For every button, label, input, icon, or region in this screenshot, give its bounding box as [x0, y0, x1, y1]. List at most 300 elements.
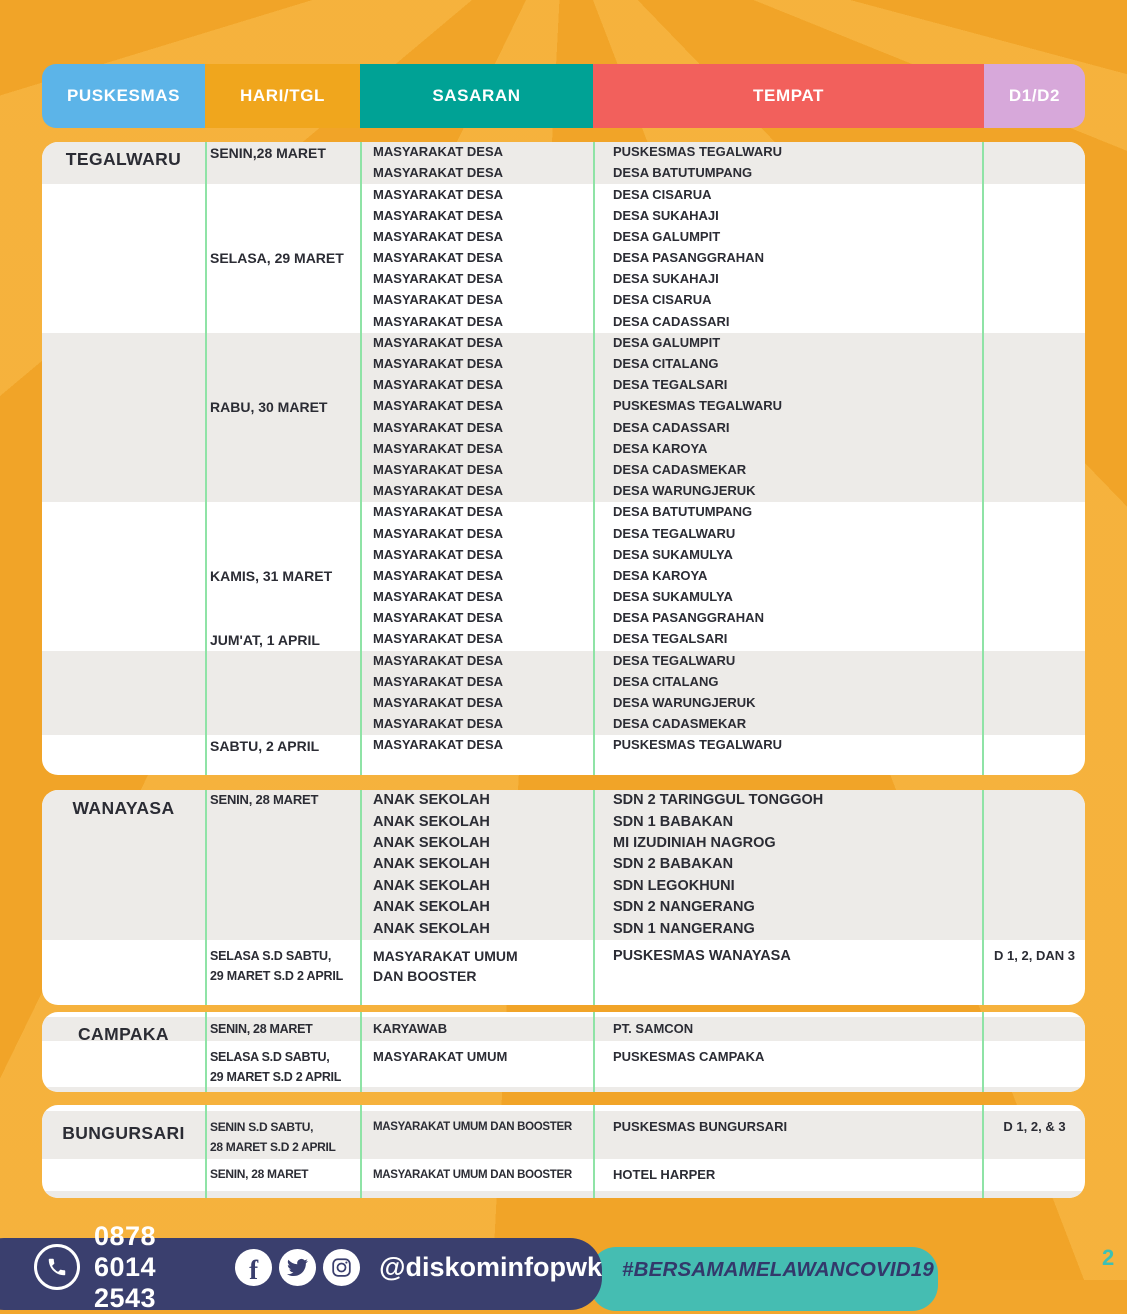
sasaran-cell [360, 417, 593, 438]
column-divider [982, 790, 984, 1005]
tempat-cell-line: PUSKESMAS CAMPAKA [613, 1049, 765, 1064]
column-divider [360, 1105, 362, 1198]
sasaran-cell [360, 876, 593, 897]
tempat-cell [593, 312, 984, 333]
column-divider [205, 142, 207, 775]
puskesmas-cell [42, 333, 205, 354]
dose-cell [984, 439, 1085, 460]
sasaran-cell-line: MASYARAKAT DESA [373, 398, 504, 414]
date-cell-line: SELASA S.D SABTU, [210, 948, 332, 963]
puskesmas-cell [42, 460, 205, 481]
table-row [42, 854, 1085, 875]
puskesmas-cell [42, 439, 205, 460]
sasaran-cell [360, 396, 593, 417]
date-cell [205, 502, 360, 523]
tempat-cell [593, 248, 984, 269]
dose-cell [984, 545, 1085, 566]
dose-cell [984, 460, 1085, 481]
sasaran-cell [360, 629, 593, 650]
tempat-cell [593, 1041, 984, 1087]
tempat-cell-line: PT. SAMCON [613, 1020, 694, 1036]
sasaran-cell-line: MASYARAKAT UMUM [373, 1049, 508, 1064]
sasaran-cell [360, 184, 593, 205]
sasaran-cell-line: MASYARAKAT DESA [373, 461, 504, 477]
dose-cell [984, 897, 1085, 918]
table-row [42, 714, 1085, 735]
sasaran-cell [360, 523, 593, 544]
sasaran-cell [360, 481, 593, 502]
dose-cell [984, 206, 1085, 227]
sasaran-cell [360, 833, 593, 854]
date-cell [205, 417, 360, 438]
date-cell-line: 29 MARET S.D 2 APRIL [210, 968, 344, 983]
sasaran-cell-line: MASYARAKAT UMUM [373, 947, 518, 964]
tempat-cell-line: DESA SUKAHAJI [613, 271, 719, 287]
tempat-cell [593, 142, 984, 163]
table-row [42, 651, 1085, 672]
table-row [42, 735, 1085, 756]
tempat-cell [593, 790, 984, 811]
date-cell [205, 460, 360, 481]
date-cell [205, 735, 360, 756]
date-cell-line: JUM'AT, 1 APRIL [210, 631, 320, 648]
sasaran-cell-line: MASYARAKAT DESA [373, 610, 504, 626]
date-cell [205, 693, 360, 714]
column-divider [360, 790, 362, 1005]
puskesmas-cell [42, 396, 205, 417]
sasaran-cell [360, 375, 593, 396]
sasaran-cell [360, 142, 593, 163]
date-cell [205, 206, 360, 227]
tempat-cell [593, 693, 984, 714]
tempat-cell-line: DESA TEGALWARU [613, 652, 736, 668]
sasaran-cell [360, 918, 593, 939]
tempat-cell-line: DESA CISARUA [613, 292, 712, 308]
table-row [42, 227, 1085, 248]
sasaran-cell-line: MASYARAKAT UMUM DAN BOOSTER [373, 1121, 572, 1133]
puskesmas-cell [42, 375, 205, 396]
date-cell [205, 439, 360, 460]
column-divider [360, 142, 362, 775]
dose-cell [984, 248, 1085, 269]
date-cell-line: SENIN S.D SABTU, [210, 1120, 314, 1134]
tempat-cell-line: DESA CADASSARI [613, 313, 730, 329]
tempat-cell [593, 876, 984, 897]
sasaran-cell-line: KARYAWAB [373, 1020, 448, 1036]
sasaran-cell [360, 354, 593, 375]
dose-cell-line: D 1, 2, & 3 [1003, 1119, 1066, 1134]
tempat-cell-line: DESA KAROYA [613, 567, 708, 583]
puskesmas-cell [42, 608, 205, 629]
puskesmas-cell [42, 587, 205, 608]
tempat-cell-line: SDN 1 BABAKAN [613, 813, 734, 830]
dose-cell [984, 854, 1085, 875]
dose-cell [984, 142, 1085, 163]
sasaran-cell-line: MASYARAKAT DESA [373, 419, 504, 435]
tempat-cell-line: MI IZUDINIAH NAGROG [613, 835, 776, 852]
sasaran-cell [360, 1111, 593, 1159]
date-cell [205, 854, 360, 875]
sasaran-cell-line: MASYARAKAT DESA [373, 144, 504, 160]
dose-cell [984, 481, 1085, 502]
whatsapp-number: 0878 6014 2543 [94, 1220, 157, 1313]
dose-cell [984, 651, 1085, 672]
column-divider [982, 1012, 984, 1092]
tempat-cell-line: DESA PASANGGRAHAN [613, 610, 764, 626]
tempat-cell [593, 523, 984, 544]
table-row [42, 439, 1085, 460]
sasaran-cell [360, 1017, 593, 1041]
tempat-cell-line: DESA GALUMPIT [613, 228, 721, 244]
puskesmas-cell [42, 693, 205, 714]
tempat-cell [593, 672, 984, 693]
puskesmas-cell [42, 1159, 205, 1191]
table-row [42, 672, 1085, 693]
sasaran-cell-line: MASYARAKAT DESA [373, 271, 504, 287]
table-row [42, 269, 1085, 290]
tempat-cell [593, 918, 984, 939]
table-row [42, 375, 1085, 396]
puskesmas-cell [42, 184, 205, 205]
header-sasaran: SASARAN [360, 64, 593, 128]
date-cell [205, 227, 360, 248]
puskesmas-cell [42, 854, 205, 875]
date-cell-line: SENIN,28 MARET [210, 144, 326, 161]
tempat-cell [593, 417, 984, 438]
puskesmas-cell [42, 651, 205, 672]
date-cell [205, 629, 360, 650]
date-cell [205, 811, 360, 832]
dose-cell [984, 354, 1085, 375]
dose-cell [984, 876, 1085, 897]
sasaran-cell-line: MASYARAKAT DESA [373, 716, 504, 732]
date-cell [205, 918, 360, 939]
puskesmas-cell [42, 672, 205, 693]
dose-cell [984, 714, 1085, 735]
sasaran-cell-line: MASYARAKAT DESA [373, 737, 504, 753]
tempat-cell [593, 587, 984, 608]
tempat-cell [593, 290, 984, 311]
tempat-cell [593, 269, 984, 290]
date-cell [205, 1041, 360, 1087]
tempat-cell [593, 854, 984, 875]
tempat-cell [593, 545, 984, 566]
table-header [42, 64, 1085, 128]
puskesmas-cell [42, 269, 205, 290]
tempat-cell [593, 184, 984, 205]
sasaran-cell-line: MASYARAKAT DESA [373, 356, 504, 372]
section-card-tegalwaru [42, 142, 1085, 775]
date-cell-line: SENIN, 28 MARET [210, 1021, 313, 1036]
facebook-icon: f [235, 1249, 272, 1286]
date-cell-line: 28 MARET S.D 2 APRIL [210, 1140, 336, 1154]
sasaran-cell-line: MASYARAKAT DESA [373, 186, 504, 202]
tempat-cell-line: DESA TEGALSARI [613, 631, 728, 647]
dose-cell [984, 502, 1085, 523]
sasaran-cell-line: MASYARAKAT DESA [373, 483, 504, 499]
dose-cell [984, 566, 1085, 587]
contact-banner [0, 1220, 602, 1313]
puskesmas-cell [42, 1041, 205, 1087]
section-card-bungursari [42, 1105, 1085, 1198]
tempat-cell [593, 502, 984, 523]
puskesmas-cell [42, 897, 205, 918]
date-cell [205, 1159, 360, 1191]
tempat-cell-line: DESA BATUTUMPANG [613, 504, 753, 520]
tempat-cell [593, 333, 984, 354]
column-divider [205, 1105, 207, 1198]
puskesmas-cell [42, 714, 205, 735]
date-cell [205, 269, 360, 290]
tempat-cell [593, 811, 984, 832]
sasaran-cell-line: ANAK SEKOLAH [373, 920, 490, 937]
section-card-campaka [42, 1012, 1085, 1092]
column-divider [593, 790, 595, 1005]
sasaran-cell-line: ANAK SEKOLAH [373, 835, 490, 852]
sasaran-cell-line: MASYARAKAT DESA [373, 546, 504, 562]
sasaran-cell-line: MASYARAKAT DESA [373, 165, 504, 181]
sasaran-cell [360, 439, 593, 460]
sasaran-cell-line: MASYARAKAT DESA [373, 334, 504, 350]
dose-cell [984, 587, 1085, 608]
section-label: CAMPAKA [78, 1024, 169, 1044]
sasaran-cell [360, 940, 593, 986]
dose-cell [984, 790, 1085, 811]
dose-cell [984, 1111, 1085, 1159]
date-cell-line: SELASA, 29 MARET [210, 250, 344, 267]
column-divider [593, 1012, 595, 1092]
tempat-cell [593, 460, 984, 481]
dose-cell [984, 396, 1085, 417]
sasaran-cell [360, 502, 593, 523]
table-row [42, 1041, 1085, 1087]
puskesmas-cell [42, 248, 205, 269]
sasaran-cell [360, 790, 593, 811]
dose-cell [984, 163, 1085, 184]
dose-cell [984, 184, 1085, 205]
dose-cell [984, 672, 1085, 693]
puskesmas-cell [42, 290, 205, 311]
sasaran-cell-line: ANAK SEKOLAH [373, 813, 490, 830]
puskesmas-cell [42, 566, 205, 587]
sasaran-cell [360, 608, 593, 629]
sasaran-cell-line: MASYARAKAT DESA [373, 207, 504, 223]
table-row [42, 184, 1085, 205]
tempat-cell-line: DESA CITALANG [613, 673, 719, 689]
dose-cell [984, 629, 1085, 650]
dose-cell [984, 1159, 1085, 1191]
table-row [42, 460, 1085, 481]
tempat-cell [593, 629, 984, 650]
sasaran-cell-line: MASYARAKAT DESA [373, 673, 504, 689]
date-cell [205, 290, 360, 311]
puskesmas-cell [42, 227, 205, 248]
table-row [42, 248, 1085, 269]
sasaran-cell-line: ANAK SEKOLAH [373, 877, 490, 894]
section-label: BUNGURSARI [62, 1123, 185, 1143]
date-cell [205, 354, 360, 375]
column-divider [360, 1012, 362, 1092]
table-row [42, 354, 1085, 375]
tempat-cell-line: DESA GALUMPIT [613, 334, 721, 350]
dose-cell [984, 735, 1085, 756]
tempat-cell-line: DESA BATUTUMPANG [613, 165, 753, 181]
sasaran-cell [360, 854, 593, 875]
puskesmas-cell [42, 545, 205, 566]
tempat-cell [593, 1111, 984, 1159]
table-row [42, 396, 1085, 417]
page-number: 2 [1102, 1245, 1115, 1270]
table-row [42, 333, 1085, 354]
tempat-cell-line: DESA CISARUA [613, 186, 712, 202]
tempat-cell [593, 163, 984, 184]
tempat-cell [593, 566, 984, 587]
puskesmas-cell [42, 876, 205, 897]
sasaran-cell [360, 545, 593, 566]
dose-cell [984, 417, 1085, 438]
puskesmas-cell [42, 417, 205, 438]
sasaran-cell [360, 897, 593, 918]
column-divider [982, 1105, 984, 1198]
date-cell [205, 545, 360, 566]
column-divider [205, 1012, 207, 1092]
table-row [42, 918, 1085, 939]
dose-cell-line: D 1, 2, DAN 3 [994, 947, 1075, 963]
date-cell [205, 1111, 360, 1159]
table-row [42, 693, 1085, 714]
sasaran-cell-line: ANAK SEKOLAH [373, 792, 490, 809]
column-divider [982, 142, 984, 775]
tempat-cell-line: DESA KAROYA [613, 440, 708, 456]
date-cell [205, 790, 360, 811]
tempat-cell-line: PUSKESMAS TEGALWARU [613, 398, 783, 414]
sasaran-cell [360, 163, 593, 184]
date-cell [205, 375, 360, 396]
tempat-cell [593, 354, 984, 375]
sasaran-cell-line: MASYARAKAT DESA [373, 228, 504, 244]
date-cell [205, 940, 360, 986]
table-row [42, 206, 1085, 227]
table-row [42, 1159, 1085, 1191]
sasaran-cell [360, 811, 593, 832]
header-hari-tgl: HARI/TGL [205, 64, 360, 128]
date-cell [205, 1017, 360, 1041]
table-row [42, 897, 1085, 918]
table-row [42, 587, 1085, 608]
table-row [42, 629, 1085, 650]
date-cell [205, 897, 360, 918]
dose-cell [984, 333, 1085, 354]
header-puskesmas: PUSKESMAS [42, 64, 205, 128]
puskesmas-cell [42, 833, 205, 854]
sasaran-cell [360, 1159, 593, 1191]
tempat-cell-line: PUSKESMAS WANAYASA [613, 947, 791, 964]
date-cell-line: RABU, 30 MARET [210, 398, 328, 415]
dose-cell [984, 290, 1085, 311]
hashtag-banner [590, 1247, 938, 1311]
tempat-cell [593, 227, 984, 248]
sasaran-cell-line: MASYARAKAT DESA [373, 250, 504, 266]
date-cell [205, 714, 360, 735]
sasaran-cell [360, 269, 593, 290]
dose-cell [984, 312, 1085, 333]
tempat-cell-line: PUSKESMAS TEGALWARU [613, 144, 783, 160]
tempat-cell [593, 439, 984, 460]
sasaran-cell-line: MASYARAKAT DESA [373, 504, 504, 520]
tempat-cell-line: PUSKESMAS BUNGURSARI [613, 1119, 788, 1134]
tempat-cell-line: SDN 2 BABAKAN [613, 856, 734, 873]
tempat-cell-line: DESA SUKAMULYA [613, 546, 733, 562]
tempat-cell-line: HOTEL HARPER [613, 1166, 716, 1182]
tempat-cell [593, 206, 984, 227]
date-cell-line: 29 MARET S.D 2 APRIL [210, 1070, 342, 1084]
table-row [42, 566, 1085, 587]
date-cell-line: SENIN, 28 MARET [210, 1167, 309, 1182]
date-cell-line: KAMIS, 31 MARET [210, 568, 333, 585]
table-row [42, 312, 1085, 333]
tempat-cell-line: DESA WARUNGJERUK [613, 483, 756, 499]
sasaran-cell [360, 227, 593, 248]
tempat-cell-line: DESA PASANGGRAHAN [613, 250, 764, 266]
puskesmas-cell [42, 312, 205, 333]
date-cell [205, 142, 360, 163]
tempat-cell-line: DESA TEGALSARI [613, 377, 728, 393]
tempat-cell [593, 375, 984, 396]
tempat-cell-line: SDN 1 NANGERANG [613, 920, 755, 937]
sasaran-cell-line: ANAK SEKOLAH [373, 856, 490, 873]
sasaran-cell-line: MASYARAKAT UMUM DAN BOOSTER [373, 1168, 572, 1181]
date-cell [205, 333, 360, 354]
sasaran-cell-line: MASYARAKAT DESA [373, 440, 504, 456]
puskesmas-cell [42, 206, 205, 227]
sasaran-cell-line: ANAK SEKOLAH [373, 899, 490, 916]
sasaran-cell [360, 587, 593, 608]
sasaran-cell [360, 693, 593, 714]
tempat-cell [593, 481, 984, 502]
table-row [42, 940, 1085, 986]
table-row [42, 545, 1085, 566]
column-divider [593, 142, 595, 775]
date-cell [205, 672, 360, 693]
dose-cell [984, 523, 1085, 544]
sasaran-cell-line: MASYARAKAT DESA [373, 292, 504, 308]
puskesmas-cell [42, 523, 205, 544]
sasaran-cell [360, 672, 593, 693]
sasaran-cell-line: MASYARAKAT DESA [373, 525, 504, 541]
tempat-cell [593, 608, 984, 629]
sasaran-cell [360, 206, 593, 227]
dose-cell [984, 693, 1085, 714]
table-row [42, 523, 1085, 544]
sasaran-cell [360, 290, 593, 311]
puskesmas-cell [42, 354, 205, 375]
sasaran-cell-line: MASYARAKAT DESA [373, 695, 504, 711]
tempat-cell-line: DESA CADASMEKAR [613, 461, 747, 477]
dose-cell [984, 1017, 1085, 1041]
puskesmas-cell [42, 629, 205, 650]
tempat-cell-line: DESA CITALANG [613, 356, 719, 372]
table-row [42, 481, 1085, 502]
table-row [42, 290, 1085, 311]
tempat-cell [593, 1017, 984, 1041]
sasaran-cell [360, 312, 593, 333]
table-row [42, 608, 1085, 629]
tempat-cell-line: PUSKESMAS TEGALWARU [613, 737, 783, 753]
date-cell [205, 248, 360, 269]
tempat-cell [593, 897, 984, 918]
sasaran-cell [360, 333, 593, 354]
tempat-cell [593, 735, 984, 756]
